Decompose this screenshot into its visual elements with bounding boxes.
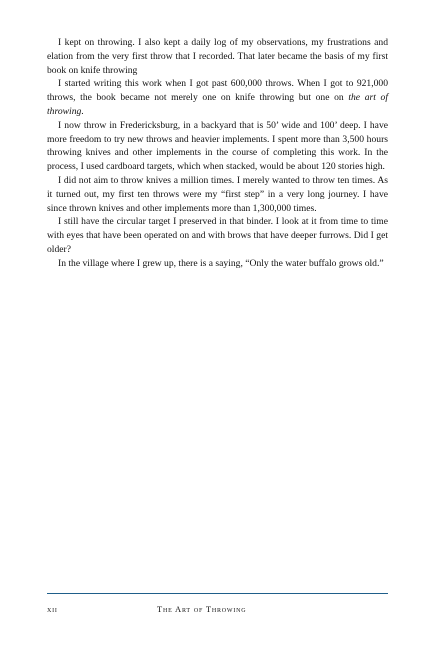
paragraph-text: I still have the circular target I preserved in that binder. I look at it from time to time with eyes that have been operated on and with brows that have deeper furrows. Did I get older?: [47, 216, 388, 255]
paragraph-text: I now throw in Fredericksburg, in a backyard that is 50’ wide and 100’ deep. I have more freedom to try new throws and heavier implements. I spent more than 3,500 hours throwing knives and other implements in the course of completing this work. In the process, I used cardboard targets, which when stacked, would be about 120 stories high.: [47, 119, 388, 173]
paragraph-text: In the village where I grew up, there is a saying, “Only the water buffalo grows old.”: [58, 257, 384, 269]
paragraph-text: I did not aim to throw knives a million times. I merely wanted to throw ten times. As it turned out, my first ten throws were my “first step” in a very long journey. I have since thrown knives and other implements more than 1,300,000 times.: [47, 174, 388, 214]
paragraph: [47, 174, 388, 215]
paragraph: [47, 119, 388, 174]
paragraph-text: I started writing this work when I got past 600,000 throws. When I got to 921,000 throws, the book became not merely one on knife throwing but one on: [47, 78, 388, 104]
footer-rule: [47, 593, 388, 594]
paragraph: [47, 257, 388, 271]
paragraph-text: .: [81, 105, 84, 117]
page-number: xii: [47, 604, 58, 614]
paragraph: [47, 77, 388, 118]
running-title: The Art of Throwing: [157, 604, 247, 614]
paragraph: [47, 215, 388, 256]
italic-phrase: the art of throwing: [47, 92, 388, 117]
body-text: [47, 36, 388, 271]
paragraph: [47, 36, 388, 77]
paragraph-text: I kept on throwing. I also kept a daily log of my observations, my frustrations and elation from the very first throw that I recorded. That later became the basis of my first book on knife throwing: [47, 37, 388, 76]
